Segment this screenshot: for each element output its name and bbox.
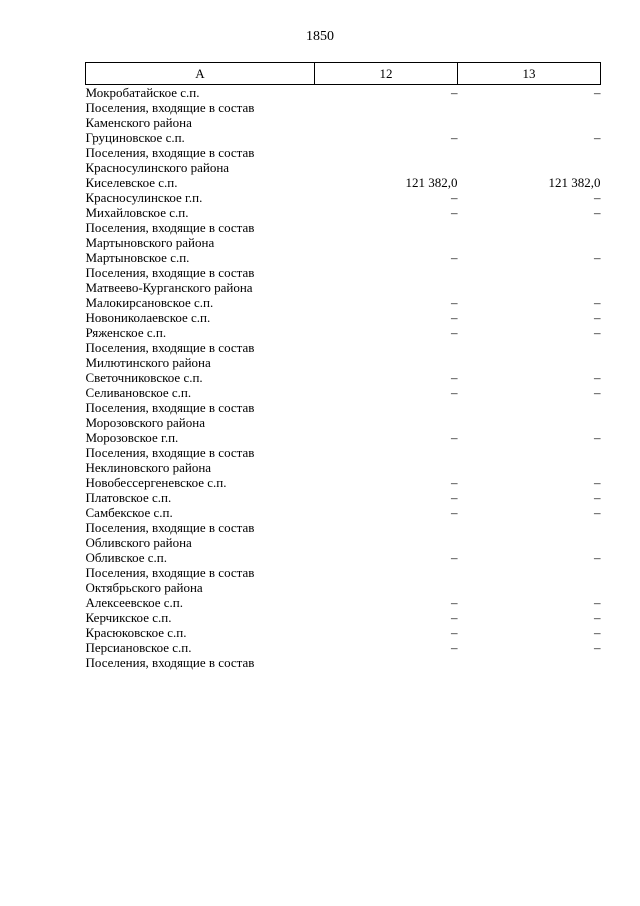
table-row xyxy=(86,400,601,430)
table-row xyxy=(86,610,601,625)
settlement-name: Новобессергеневское с.п. xyxy=(85,475,227,490)
value-col-12: – xyxy=(451,370,458,385)
value-col-12: – xyxy=(451,325,458,340)
value-col-13: – xyxy=(594,325,601,340)
value-col-12 xyxy=(315,100,458,130)
column-header-13: 13 xyxy=(458,63,601,85)
value-col-13: – xyxy=(594,310,601,325)
value-col-12 xyxy=(315,220,458,250)
table-row xyxy=(86,340,601,370)
table-row xyxy=(86,370,601,385)
value-col-12: – xyxy=(451,430,458,445)
value-col-13: – xyxy=(594,295,601,310)
value-col-13: – xyxy=(594,475,601,490)
value-col-13: – xyxy=(594,430,601,445)
value-col-12: – xyxy=(451,310,458,325)
column-header-a: А xyxy=(86,63,315,85)
table-row xyxy=(86,505,601,520)
value-col-13: – xyxy=(594,505,601,520)
value-col-13: – xyxy=(594,205,601,220)
settlement-name: Мокробатайское с.п. xyxy=(85,85,200,100)
settlement-name: Поселения, входящие в состав Красносулинского района xyxy=(85,145,255,175)
value-col-13: – xyxy=(594,250,601,265)
value-col-13: 121 382,0 xyxy=(548,175,601,190)
settlement-name: Самбекское с.п. xyxy=(85,505,173,520)
value-col-12: – xyxy=(451,205,458,220)
table-row xyxy=(86,100,601,130)
table-row xyxy=(86,310,601,325)
value-col-12: – xyxy=(451,475,458,490)
table-row xyxy=(86,520,601,550)
value-col-12: – xyxy=(451,640,458,655)
value-col-13 xyxy=(458,400,601,430)
settlement-name: Светочниковское с.п. xyxy=(85,370,203,385)
value-col-13: – xyxy=(594,190,601,205)
value-col-13: – xyxy=(594,370,601,385)
value-col-12 xyxy=(315,565,458,595)
settlement-name: Поселения, входящие в состав Милютинского района xyxy=(85,340,255,370)
table-row xyxy=(86,190,601,205)
table-row xyxy=(86,130,601,145)
settlement-name: Красносулинское г.п. xyxy=(85,190,203,205)
value-col-12: – xyxy=(451,550,458,565)
value-col-12 xyxy=(315,655,458,670)
settlement-name: Поселения, входящие в состав Октябрьского района xyxy=(85,565,255,595)
value-col-13: – xyxy=(594,610,601,625)
value-col-13: – xyxy=(594,490,601,505)
value-col-13: – xyxy=(594,385,601,400)
value-col-13: – xyxy=(594,625,601,640)
value-col-12: – xyxy=(451,85,458,100)
table-row xyxy=(86,385,601,400)
table-row xyxy=(86,325,601,340)
value-col-13 xyxy=(458,340,601,370)
settlement-name: Мартыновское с.п. xyxy=(85,250,190,265)
value-col-12 xyxy=(315,145,458,175)
settlement-name: Персиановское с.п. xyxy=(85,640,192,655)
table-row xyxy=(86,175,601,190)
settlement-name: Поселения, входящие в состав Каменского района xyxy=(85,100,255,130)
value-col-13 xyxy=(458,220,601,250)
table-row xyxy=(86,490,601,505)
value-col-12 xyxy=(315,400,458,430)
settlement-name: Морозовское г.п. xyxy=(85,430,179,445)
value-col-13: – xyxy=(594,85,601,100)
table-row xyxy=(86,205,601,220)
value-col-12: – xyxy=(451,295,458,310)
settlement-name: Поселения, входящие в состав Обливского района xyxy=(85,520,255,550)
settlement-name: Груциновское с.п. xyxy=(85,130,185,145)
value-col-13 xyxy=(458,655,601,670)
value-col-12: – xyxy=(451,625,458,640)
page-number: 1850 xyxy=(306,29,334,44)
value-col-12: – xyxy=(451,385,458,400)
value-col-12 xyxy=(315,520,458,550)
table-row xyxy=(86,625,601,640)
table-row xyxy=(86,430,601,445)
table-row xyxy=(86,145,601,175)
value-col-13 xyxy=(458,565,601,595)
settlement-name: Михайловское с.п. xyxy=(85,205,189,220)
table-row xyxy=(86,595,601,610)
table-row xyxy=(86,640,601,655)
table-row xyxy=(86,295,601,310)
value-col-12: – xyxy=(451,505,458,520)
budget-table xyxy=(85,62,601,670)
value-col-12: 121 382,0 xyxy=(405,175,458,190)
value-col-13 xyxy=(458,100,601,130)
value-col-13: – xyxy=(594,640,601,655)
settlement-name: Малокирсановское с.п. xyxy=(85,295,214,310)
settlement-name: Селивановское с.п. xyxy=(85,385,192,400)
table-row xyxy=(86,250,601,265)
table-row xyxy=(86,550,601,565)
settlement-name: Поселения, входящие в состав Морозовского района xyxy=(85,400,255,430)
value-col-12: – xyxy=(451,130,458,145)
settlement-name: Платовское с.п. xyxy=(85,490,172,505)
value-col-12: – xyxy=(451,610,458,625)
value-col-13: – xyxy=(594,595,601,610)
column-header-12: 12 xyxy=(315,63,458,85)
value-col-12: – xyxy=(451,595,458,610)
settlement-name: Керчикское с.п. xyxy=(85,610,172,625)
value-col-13 xyxy=(458,445,601,475)
table-row xyxy=(86,565,601,595)
value-col-12 xyxy=(315,265,458,295)
value-col-13: – xyxy=(594,130,601,145)
settlement-name: Ряженское с.п. xyxy=(85,325,167,340)
value-col-12 xyxy=(315,340,458,370)
settlement-name: Поселения, входящие в состав Мартыновского района xyxy=(85,220,255,250)
value-col-13: – xyxy=(594,550,601,565)
value-col-12 xyxy=(315,445,458,475)
table-row xyxy=(86,475,601,490)
table-row xyxy=(86,220,601,250)
settlement-name: Новониколаевское с.п. xyxy=(85,310,211,325)
table-row xyxy=(86,85,601,101)
settlement-name: Обливское с.п. xyxy=(85,550,168,565)
settlement-name: Поселения, входящие в состав Неклиновского района xyxy=(85,445,255,475)
settlement-name: Красюковское с.п. xyxy=(85,625,187,640)
table-header-row xyxy=(86,63,601,85)
table-row xyxy=(86,265,601,295)
value-col-12: – xyxy=(451,490,458,505)
settlement-name: Алексеевское с.п. xyxy=(85,595,183,610)
value-col-13 xyxy=(458,145,601,175)
value-col-13 xyxy=(458,265,601,295)
settlement-name: Поселения, входящие в состав Матвеево-Курганского района xyxy=(85,265,255,295)
table-row xyxy=(86,655,601,670)
value-col-12: – xyxy=(451,190,458,205)
settlement-name: Поселения, входящие в состав xyxy=(85,655,255,670)
value-col-13 xyxy=(458,520,601,550)
table-row xyxy=(86,445,601,475)
table-body xyxy=(86,85,601,671)
settlement-name: Киселевское с.п. xyxy=(85,175,178,190)
value-col-12: – xyxy=(451,250,458,265)
